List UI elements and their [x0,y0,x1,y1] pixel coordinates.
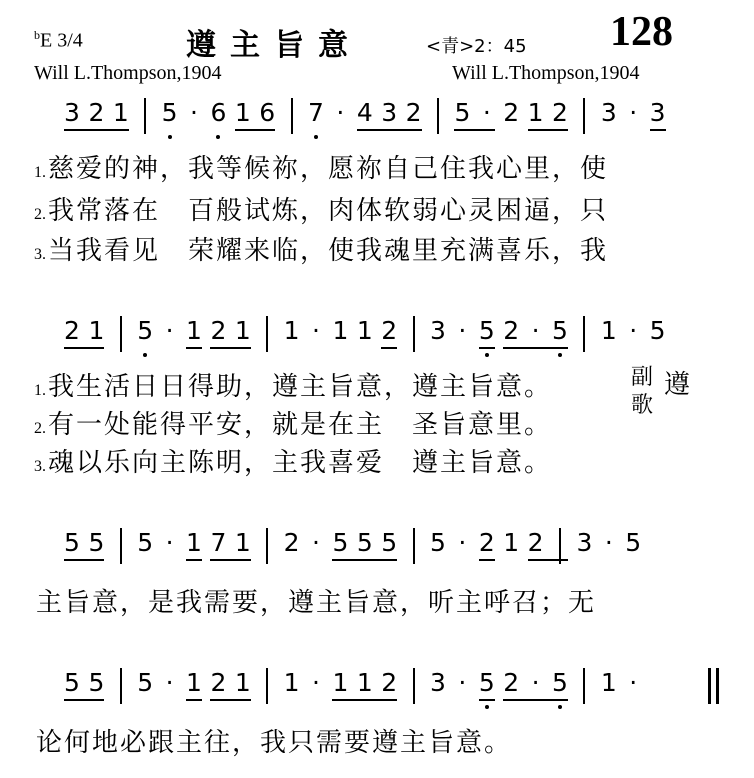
duration-dot: · [165,528,174,557]
note-number: 5 [552,668,568,697]
lyric-line [34,582,596,619]
note-number: 5 [478,668,495,697]
chorus-start-char: 遵 [664,370,691,400]
hymn-reference: <青>2：45 [426,36,527,57]
barline [266,528,268,564]
duration-dot: · [629,316,638,345]
lyric-text: 当我看见 荣耀来临，使我魂里充满喜乐，我 [48,236,609,266]
note-number: 1 [332,668,349,697]
barline [413,316,415,352]
note-number: 1 [332,316,349,345]
lyric-text: 我生活日日得助，遵主旨意，遵主旨意。 [48,372,553,402]
verse-number: 1. [34,164,46,181]
lyric-line [34,230,608,267]
note-number: 1 [283,316,300,345]
barline [120,668,122,704]
final-barline [716,668,719,704]
note-number: 5 [649,316,666,345]
octave-dot [485,705,489,709]
note-number: 5 [430,528,446,557]
final-barline [708,668,711,704]
note-number: 2 [552,98,568,127]
octave-dot [558,353,562,357]
note-number: 7 [308,98,324,127]
beam-underline [332,699,397,701]
beam-underline [235,129,275,131]
note-number: 5 [137,316,154,345]
note-number: 1 [234,528,251,557]
lyric-text: 魂以乐向主陈明，主我喜爱 遵主旨意。 [48,448,553,478]
note-number: 3 [600,98,617,127]
beam-underline [210,699,250,701]
duration-dot: · [458,668,467,697]
note-number: 2 [64,316,80,345]
duration-dot: · [165,668,174,697]
note-number: 2 [381,668,398,697]
note-number: 1 [186,528,202,557]
note-number: 2 [381,316,398,345]
note-number: 1 [356,668,373,697]
note-number: 2 [210,668,227,697]
composer-right: Will L.Thompson,1904 [452,62,640,84]
beam-underline [479,347,495,349]
lyric-text: 慈爱的神，我等候祢，愿祢自己住我心里，使 [48,154,609,184]
barline [266,668,268,704]
octave-dot [558,705,562,709]
note-number: 5 [625,528,642,557]
duration-dot: · [165,316,174,345]
beam-underline [210,559,250,561]
beam-underline [210,347,250,349]
hymn-title: 遵主旨意 [186,28,362,63]
beam-underline [503,699,568,701]
verse-number: 2. [34,206,46,223]
note-number: 5 [161,98,178,127]
note-number: 2 [527,528,544,557]
note-number: 5 [552,316,568,345]
octave-dot [485,353,489,357]
octave-dot [168,135,172,139]
note-number: 2 [478,528,495,557]
key-signature [34,28,83,53]
lyric-line [34,404,552,441]
beam-underline [357,129,422,131]
note-number: 2 [283,528,300,557]
note-number: 1 [356,316,373,345]
beam-underline [479,559,495,561]
octave-dot [216,135,220,139]
note-number: 6 [210,98,227,127]
note-number: 1 [283,668,300,697]
note-number: 2 [503,98,520,127]
lyric-text: 论何地必跟主往，我只需要遵主旨意。 [36,728,513,758]
beam-underline [381,347,397,349]
note-number: 5 [356,528,373,557]
duration-dot: · [336,98,345,127]
note-number: 5 [137,668,154,697]
barline [144,98,146,134]
duration-dot: · [604,528,613,557]
beam-underline [186,699,202,701]
hymn-number: 128 [610,9,673,55]
lyric-line [34,442,552,479]
beam-underline [503,347,568,349]
lyric-text: 我常落在 百般试炼，肉体软弱心灵困逼，只 [48,196,609,226]
beam-underline [479,699,495,701]
note-number: 3 [430,668,446,697]
note-number: 1 [600,668,617,697]
note-number: 1 [234,98,251,127]
beam-underline [64,129,129,131]
note-number: 1 [88,316,105,345]
note-number: 5 [478,316,495,345]
barline [120,528,122,564]
beam-underline [64,699,104,701]
barline [266,316,268,352]
verse-number: 2. [34,420,46,437]
lyric-line [34,722,512,759]
beam-underline [64,559,104,561]
note-number: 3 [649,98,666,127]
barline [583,98,585,134]
duration-dot: · [312,668,320,697]
note-number: 2 [210,316,227,345]
note-number: 2 [503,668,520,697]
note-number: 1 [234,668,251,697]
beam-underline [186,347,202,349]
note-number: 3 [64,98,80,127]
note-number: 5 [64,528,80,557]
note-number: 3 [430,316,446,345]
note-number: 1 [503,528,520,557]
note-number: 7 [210,528,227,557]
note-number: 3 [381,98,398,127]
chorus-label: 副歌 [630,365,653,418]
note-number: 1 [600,316,617,345]
verse-number: 3. [34,246,46,263]
note-number: 1 [234,316,251,345]
octave-dot [314,135,318,139]
note-number: 5 [381,528,398,557]
note-number: 3 [576,528,593,557]
lyric-text: 有一处能得平安，就是在主 圣旨意里。 [48,410,553,440]
duration-dot: · [629,98,638,127]
duration-dot: · [312,316,320,345]
flat-sign: b [34,28,40,42]
note-number: 5 [88,668,105,697]
note-number: 5 [332,528,349,557]
barline [437,98,439,134]
barline [413,528,415,564]
duration-dot: · [629,668,638,697]
beam-underline [186,559,202,561]
verse-number: 1. [34,382,46,399]
note-number: 5 [88,528,105,557]
verse-number: 3. [34,458,46,475]
beam-underline [528,559,568,561]
duration-dot: · [190,98,198,127]
beam-underline [332,559,397,561]
note-number: 2 [405,98,422,127]
barline [413,668,415,704]
lyric-line [34,190,608,227]
note-number: 5 [64,668,80,697]
lyric-text: 主旨意，是我需要，遵主旨意，听主呼召；无 [36,588,597,618]
octave-dot [143,353,147,357]
note-number: 2 [503,316,520,345]
note-number: 1 [186,316,202,345]
note-number: 4 [356,98,373,127]
duration-dot: · [482,98,491,127]
note-number: 5 [454,98,471,127]
barline [583,316,585,352]
beam-underline [454,129,494,131]
duration-dot: · [531,316,540,345]
duration-dot: · [531,668,540,697]
duration-dot: · [458,528,467,557]
note-number: 1 [527,98,544,127]
barline [120,316,122,352]
beam-underline [650,129,666,131]
note-number: 2 [88,98,105,127]
barline [291,98,293,134]
lyric-line [34,366,552,403]
note-number: 6 [259,98,276,127]
beam-underline [528,129,568,131]
lyric-line [34,148,608,185]
duration-dot: · [458,316,467,345]
note-number: 1 [186,668,202,697]
key-time-text: E 3/4 [40,29,83,52]
note-number: 1 [112,98,129,127]
beam-underline [64,347,104,349]
duration-dot: · [312,528,320,557]
composer-left: Will L.Thompson,1904 [34,62,222,84]
barline [583,668,585,704]
note-number: 5 [137,528,154,557]
